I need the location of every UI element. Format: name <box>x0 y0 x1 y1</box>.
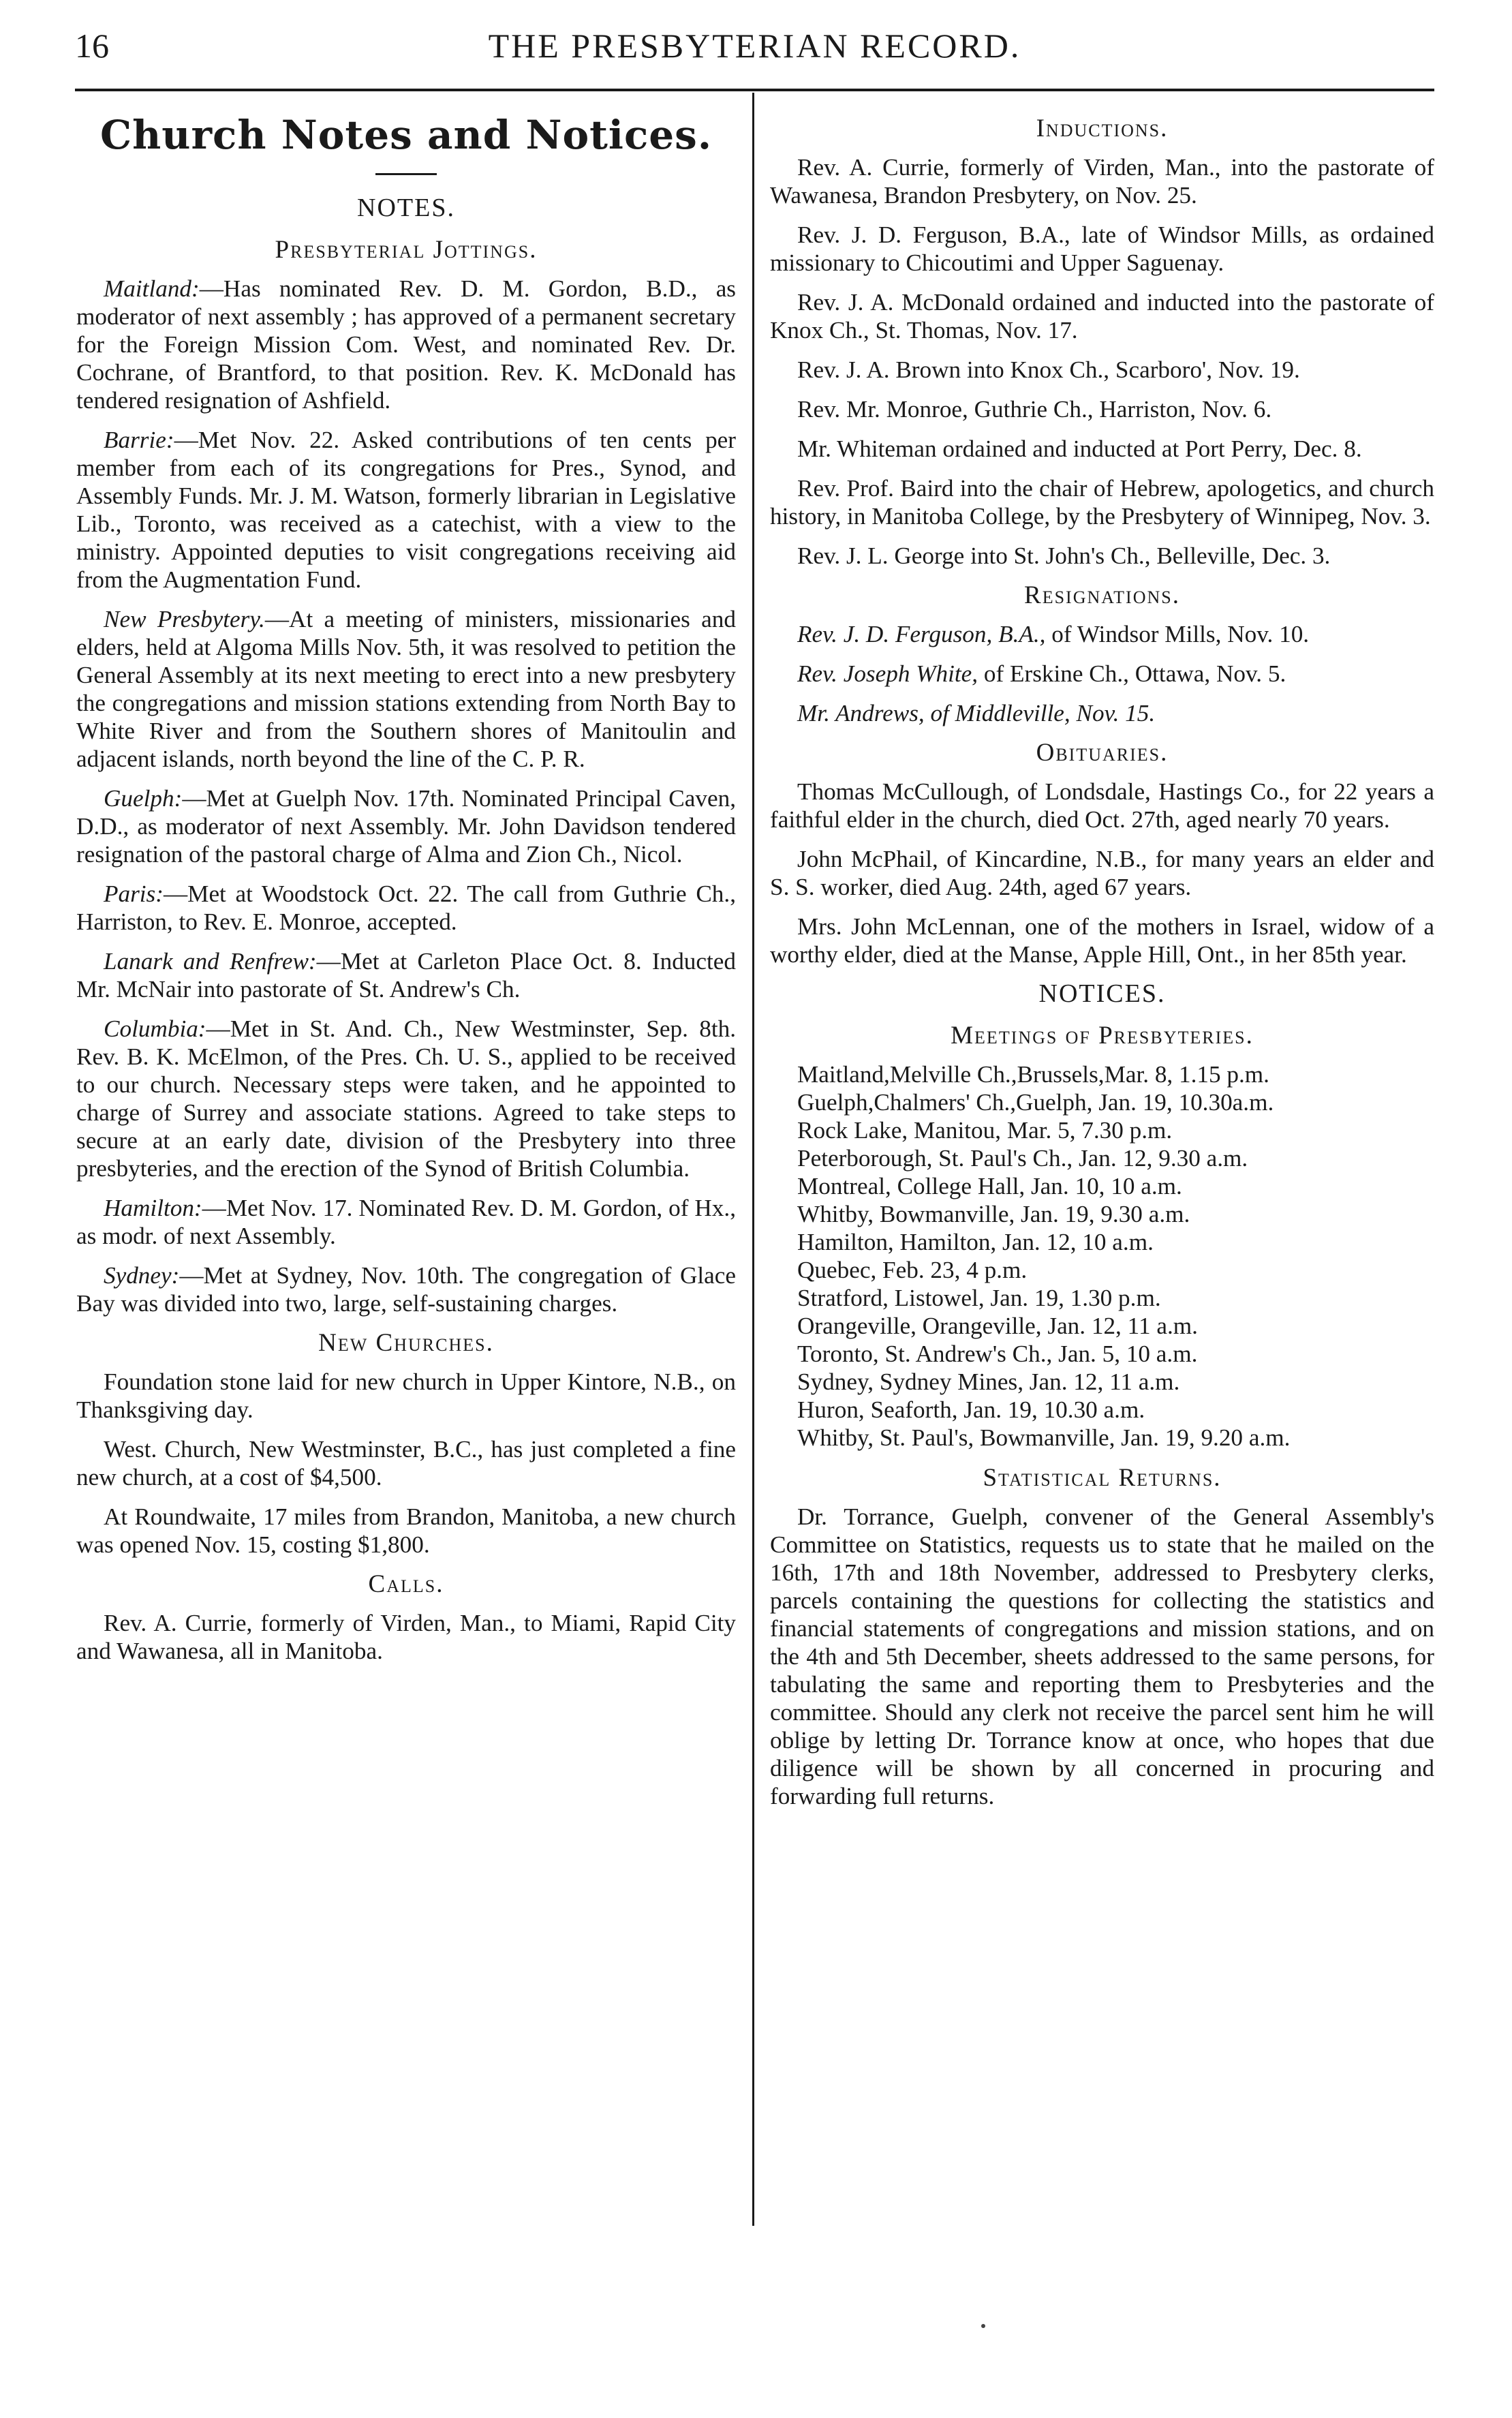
induction-item: Rev. J. A. Brown into Knox Ch., Scarboro', Nov. 19. <box>797 356 1300 383</box>
meeting-item: Sydney, Sydney Mines, Jan. 12, 11 a.m. <box>797 1368 1180 1395</box>
resignation-name: Rev. Joseph White, <box>797 660 978 687</box>
meetings-list <box>770 1060 1434 1452</box>
meeting-item: Hamilton, Hamilton, Jan. 12, 10 a.m. <box>797 1229 1154 1255</box>
jotting-place: Sydney: <box>104 1262 180 1289</box>
section-title: Church Notes and Notices. <box>99 112 713 158</box>
resignation-name: Mr. Andrews, of Middleville, Nov. 15. <box>797 700 1156 726</box>
jotting-place: Hamilton: <box>104 1195 202 1221</box>
notes-heading: NOTES. <box>357 194 455 222</box>
inductions-heading: Inductions. <box>1036 114 1169 142</box>
induction-item: Rev. Prof. Baird into the chair of Hebrew, apologetics, and church history, in Manitoba College, by the Presbytery of Winnipeg, Nov. 3. <box>770 475 1434 530</box>
title-rule <box>375 173 437 175</box>
induction-item: Rev. J. A. McDonald ordained and inducted into the pastorate of Knox Ch., St. Thomas, Nov. 17. <box>770 289 1434 343</box>
jotting-text: —Has nominated Rev. D. M. Gordon, B.D., as moderator of next assembly ; has approved of a permanent secretary for the Foreign Mission Com. West, and nominated Rev. Dr. Cochrane, of Brantford, to that position. Rev. K. McDonald has tendered resignation of Ashfield. <box>76 275 736 414</box>
meeting-item: Whitby, Bowmanville, Jan. 19, 9.30 a.m. <box>797 1201 1190 1227</box>
meeting-item: Maitland,Melville Ch.,Brussels,Mar. 8, 1.15 p.m. <box>797 1061 1269 1088</box>
jotting-text: —Met Nov. 22. Asked contributions of ten cents per member from each of its congregations for Pres., Synod, and Assembly Funds. Mr. J. M. Watson, formerly librarian in Legislative Lib., Toronto, was received as a catechist, with a view to the ministry. Appointed deputies to visit congregations receiving aid from the Augmentation Fund. <box>76 427 736 593</box>
induction-item: Rev. J. L. George into St. John's Ch., Belleville, Dec. 3. <box>797 542 1331 569</box>
statistical-heading: Statistical Returns. <box>983 1464 1222 1492</box>
resignation-item <box>770 620 1434 648</box>
jotting-text: —Met at Carleton Place Oct. 8. Inducted Mr. McNair into pastorate of St. Andrew's Ch. <box>76 948 736 1003</box>
obituary-item: Mrs. John McLennan, one of the mothers in Israel, widow of a worthy elder, died at the Manse, Apple Hill, Ont., in her 85th year. <box>770 913 1434 968</box>
jotting-text: —At a meeting of ministers, missionaries and elders, held at Algoma Mills Nov. 5th, it was resolved to petition the General Assembly at its next meeting to erect into a new presbytery the congregations and mission stations extending from North Bay to White River and from the Southern shores of Manitoulin and adjacent islands, north beyond the line of the C. P. R. <box>76 606 736 772</box>
calls-heading: Calls. <box>368 1570 444 1598</box>
resignation-name: Rev. J. D. Ferguson, B.A., <box>797 621 1046 647</box>
running-title: THE PRESBYTERIAN RECORD. <box>488 27 1021 65</box>
new-church-item: Foundation stone laid for new church in Upper Kintore, N.B., on Thanksgiving day. <box>76 1368 736 1423</box>
new-church-item: At Roundwaite, 17 miles from Brandon, Manitoba, a new church was opened Nov. 15, costing $1,800. <box>76 1503 736 1558</box>
obituary-item: Thomas McCullough, of Londsdale, Hastings Co., for 22 years a faithful elder in the church, died Oct. 27th, aged nearly 70 years. <box>770 778 1434 833</box>
jotting-place: Lanark and Renfrew: <box>104 948 317 975</box>
induction-item: Rev. J. D. Ferguson, B.A., late of Windsor Mills, as ordained missionary to Chicoutimi and Upper Saguenay. <box>770 221 1434 276</box>
page-header <box>75 22 1434 70</box>
meeting-item: Whitby, St. Paul's, Bowmanville, Jan. 19, 9.20 a.m. <box>797 1424 1291 1451</box>
call-item: Rev. A. Currie, formerly of Virden, Man., to Miami, Rapid City and Wawanesa, all in Manitoba. <box>76 1610 736 1664</box>
meeting-item: Peterborough, St. Paul's Ch., Jan. 12, 9.30 a.m. <box>797 1145 1248 1172</box>
resignation-item <box>770 699 1434 727</box>
obituary-item: John McPhail, of Kincardine, N.B., for many years an elder and S. S. worker, died Aug. 24th, aged 67 years. <box>770 846 1434 900</box>
jotting-text: —Met Nov. 17. Nominated Rev. D. M. Gordon, of Hx., as modr. of next Assembly. <box>76 1195 736 1249</box>
jotting-lanark <box>76 947 736 1003</box>
jotting-text: —Met at Woodstock Oct. 22. The call from Guthrie Ch., Harriston, to Rev. E. Monroe, accepted. <box>76 881 736 935</box>
meeting-item: Huron, Seaforth, Jan. 19, 10.30 a.m. <box>797 1396 1145 1423</box>
induction-item: Mr. Whiteman ordained and inducted at Port Perry, Dec. 8. <box>797 435 1362 462</box>
jottings-heading: Presbyterial Jottings. <box>275 236 538 264</box>
resignations-heading: Resignations. <box>1024 581 1180 609</box>
jotting-text: —Met at Guelph Nov. 17th. Nominated Principal Caven, D.D., as moderator of next Assembly. Mr. John Davidson tendered resignation of the pastoral charge of Alma and Zion Ch., Nicol. <box>76 785 736 868</box>
meeting-item: Guelph,Chalmers' Ch.,Guelph, Jan. 19, 10.30a.m. <box>797 1089 1274 1116</box>
right-column <box>770 102 1434 1822</box>
jotting-text: —Met at Sydney, Nov. 10th. The congregation of Glace Bay was divided into two, large, self-sustaining charges. <box>76 1262 736 1317</box>
column-divider <box>752 93 754 2226</box>
meeting-item: Montreal, College Hall, Jan. 10, 10 a.m. <box>797 1173 1182 1199</box>
induction-item: Rev. A. Currie, formerly of Virden, Man., into the pastorate of Wawanesa, Brandon Presbytery, on Nov. 25. <box>770 154 1434 209</box>
induction-item: Rev. Mr. Monroe, Guthrie Ch., Harriston, Nov. 6. <box>797 396 1272 423</box>
jotting-columbia <box>76 1015 736 1182</box>
jotting-place: Columbia: <box>104 1015 206 1042</box>
left-column <box>76 102 736 1677</box>
jotting-place: Maitland: <box>104 275 200 302</box>
meeting-item: Orangeville, Orangeville, Jan. 12, 11 a.m. <box>797 1313 1198 1339</box>
meeting-item: Quebec, Feb. 23, 4 p.m. <box>797 1257 1028 1283</box>
jotting-barrie <box>76 426 736 594</box>
new-church-item: West. Church, New Westminster, B.C., has just completed a fine new church, at a cost of $4,500. <box>76 1436 736 1490</box>
jotting-new-presbytery <box>76 605 736 773</box>
print-speck <box>981 2324 985 2328</box>
header-rule <box>75 89 1434 91</box>
page-number: 16 <box>75 27 109 65</box>
jotting-paris <box>76 880 736 936</box>
jotting-hamilton <box>76 1194 736 1250</box>
jotting-place: Barrie: <box>104 427 174 453</box>
meeting-item: Toronto, St. Andrew's Ch., Jan. 5, 10 a.m. <box>797 1341 1198 1367</box>
jotting-place: New Presbytery. <box>104 606 265 632</box>
jotting-maitland <box>76 275 736 414</box>
notices-heading: NOTICES. <box>1038 979 1166 1008</box>
meeting-item: Stratford, Listowel, Jan. 19, 1.30 p.m. <box>797 1285 1161 1311</box>
obituaries-heading: Obituaries. <box>1036 739 1169 767</box>
jotting-place: Guelph: <box>104 785 183 812</box>
jotting-guelph <box>76 784 736 868</box>
resignation-item <box>770 660 1434 688</box>
resignation-text: of Erskine Ch., Ottawa, Nov. 5. <box>978 660 1286 687</box>
statistical-text: Dr. Torrance, Guelph, convener of the General Assembly's Committee on Statistics, requests us to state that he mailed on the 16th, 17th and 18th November, addressed to Presbytery clerks, parcels containing the questions for collecting the statistics and financial statements of congregations and mission stations, and on the 4th and 5th December, sheets addressed to the same persons, for tabulating the same and reporting them to Presbyteries and the committee. Should any clerk not receive the parcel sent him he will oblige by letting Dr. Torrance know at once, who hopes that due diligence will be shown by all concerned in procuring and forwarding full returns. <box>770 1503 1434 1809</box>
meetings-heading: Meetings of Presbyteries. <box>951 1022 1254 1050</box>
jotting-sydney <box>76 1261 736 1317</box>
jotting-place: Paris: <box>104 881 164 907</box>
jotting-text: —Met in St. And. Ch., New Westminster, Sep. 8th. Rev. B. K. McElmon, of the Pres. Ch. U. S., applied to be received to our church. Necessary steps were taken, and he appointed to charge of Surrey and associate stations. Agreed to take steps to secure at an early date, division of the Presbytery into three presbyteries, and the erection of the Synod of British Columbia. <box>76 1015 736 1182</box>
resignation-text: of Windsor Mills, Nov. 10. <box>1045 621 1310 647</box>
meeting-item: Rock Lake, Manitou, Mar. 5, 7.30 p.m. <box>797 1117 1173 1144</box>
new-churches-heading: New Churches. <box>318 1329 494 1357</box>
